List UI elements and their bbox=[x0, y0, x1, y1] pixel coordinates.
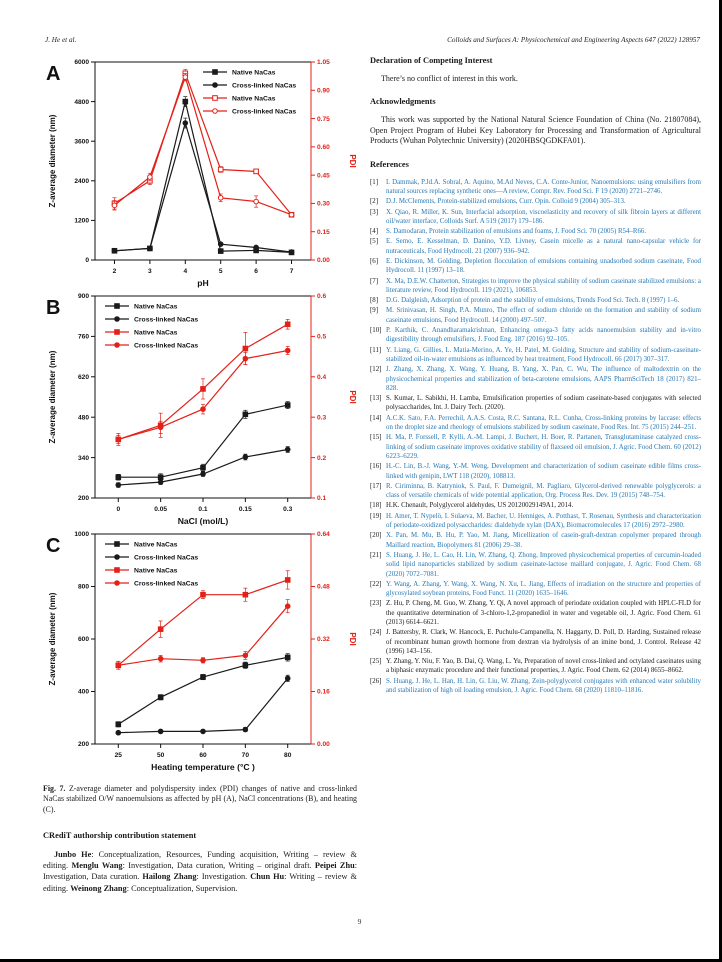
reference-number: [26] bbox=[370, 677, 382, 685]
svg-text:0.1: 0.1 bbox=[317, 495, 327, 503]
reference-number: [9] bbox=[370, 307, 379, 315]
reference-text: S. Kumar, L. Sabikhi, H. Lamba, Emulsification properties of sodium caseinate-based conjugates with selected polysaccharides, Int. J. Dairy Tech. (2020). bbox=[386, 395, 701, 412]
reference-item[interactable] bbox=[370, 551, 701, 579]
reference-number: [23] bbox=[370, 600, 382, 608]
reference-number: [11] bbox=[370, 346, 382, 354]
reference-number: [25] bbox=[370, 658, 382, 666]
running-author: J. He et al. bbox=[45, 36, 77, 44]
svg-text:0: 0 bbox=[116, 506, 121, 513]
reference-number: [18] bbox=[370, 502, 382, 510]
svg-text:Cross-linked NaCas: Cross-linked NaCas bbox=[134, 554, 199, 562]
figure-caption-text: Z-average diameter and polydispersity index (PDI) changes of native and cross-linked NaCas stabilized O/W nanoemulsions as affected by pH (A), NaCl concentrations (B), and heating (C). bbox=[43, 784, 358, 814]
svg-text:0.15: 0.15 bbox=[238, 506, 252, 513]
reference-item[interactable] bbox=[370, 178, 701, 197]
svg-text:0.2: 0.2 bbox=[317, 454, 327, 462]
svg-text:Z-average diameter (nm): Z-average diameter (nm) bbox=[48, 114, 57, 208]
reference-item[interactable] bbox=[370, 346, 701, 365]
reference-text: J. Battersby, R. Clark, W. Hancock, E. Puchulu-Campanella, N. Haggarty, D. Poll, D. Harding, Sustained release of recombinant human growth hormone from dextran via hydrolysis of an imine bond, J. Control. Release 42 (1996) 143–156. bbox=[386, 629, 701, 655]
svg-text:1.05: 1.05 bbox=[317, 59, 330, 67]
chart-panel-c bbox=[43, 528, 357, 774]
credit-author-name: Peipei Zhu bbox=[314, 861, 355, 871]
reference-item[interactable] bbox=[370, 414, 701, 433]
reference-number: [5] bbox=[370, 238, 379, 246]
reference-text[interactable]: X. Pan, M. Mu, B. Hu, P. Yao, M. Jiang, Micellization of casein-graft-dextran copolymer prepared through Maillard reaction, Biopolymers 81 (2006) 29–38. bbox=[386, 532, 701, 549]
reference-text[interactable]: J. Zhang, X. Zhang, X. Wang, Y. Huang, B. Yang, X. Pan, C. Wu, The influence of maltodextrin on the physicochemical properties and stabilization of beta-carotene emulsions, AAPS PharmSciTech 18 (2017) 821–828. bbox=[386, 366, 701, 392]
svg-text:0.05: 0.05 bbox=[154, 506, 168, 513]
svg-text:0: 0 bbox=[85, 257, 89, 265]
svg-text:Z-average diameter (nm): Z-average diameter (nm) bbox=[48, 350, 57, 444]
svg-text:Heating temperature (°C ): Heating temperature (°C ) bbox=[151, 762, 255, 772]
reference-item bbox=[370, 394, 701, 413]
page-number: 9 bbox=[357, 917, 362, 926]
reference-text[interactable]: S. Huang, J. He, L. Cao, H. Lin, W. Zhang, Q. Zhong, Improved physicochemical properties of curcumin-loaded solid lipid nanoparticles stabilized by sodium caseinate-lactose maillard conjugate, J. Agric. Food Chem. 68 (2020) 7072–7081. bbox=[386, 551, 701, 578]
reference-text[interactable]: P. Karthik, C. Anandharamakrishnan, Enhancing omega-3 fatty acids nanoemulsion stability and in-vitro digestibility through emulsifiers, J. Food Eng. 187 (2016) 92–105. bbox=[386, 327, 701, 344]
svg-text:400: 400 bbox=[77, 688, 89, 696]
svg-text:Native NaCas: Native NaCas bbox=[134, 303, 178, 311]
references-heading: References bbox=[370, 159, 409, 169]
svg-text:0.30: 0.30 bbox=[317, 200, 330, 208]
credit-author-name: Hailong Zhang bbox=[142, 872, 197, 882]
reference-number: [16] bbox=[370, 463, 382, 471]
svg-text:1200: 1200 bbox=[74, 217, 89, 225]
reference-number: [3] bbox=[370, 208, 379, 216]
reference-text[interactable]: Y. Liang, G. Gillies, L. Matia-Merino, A. Ye, H. Patel, M. Golding, Structure and stability of sodium-caseinate-stabilized oil-in-water emulsions as influenced by heat treatment, Food Hydrocoll. 66 (2017) 307–317. bbox=[386, 346, 701, 363]
reference-text[interactable]: S. Huang, J. He, L. Han, H. Lin, G. Liu, W. Zhang, Zein-polyglycerol conjugates with enhanced water solubility and stabilization of high oil loading emulsion, J. Agric. Food Chem. 68 (2020) 11810–11816. bbox=[386, 677, 701, 695]
reference-item bbox=[370, 628, 701, 656]
reference-text[interactable]: E. Semo, E. Kesselman, D. Danino, Y.D. Livney, Casein micelle as a natural nano-capsular vehicle for nutraceuticals, Food Hydrocoll. 21 (2007) 936–942. bbox=[386, 238, 701, 255]
reference-number: [20] bbox=[370, 532, 382, 540]
declaration-text: There’s no conflict of interest in this work. bbox=[381, 74, 518, 83]
reference-item[interactable] bbox=[370, 531, 701, 550]
reference-number: [22] bbox=[370, 580, 382, 588]
svg-text:Z-average diameter (nm): Z-average diameter (nm) bbox=[48, 592, 57, 686]
reference-text: H.K. Chenault, Polyglycerol aldehydes, US 20120029149A1, 2014. bbox=[386, 502, 574, 510]
credit-statement: Junbo He: Conceptualization, Resources, Funding acquisition, Writing – review & editing. Menglu Wang: Investigation, Data curation, Writing – original draft. Peipei Zhu: Investigation, Data curation. Hailong Zhang: Investigation. Chun Hu: Writing – review & editing. Weinong Zhang: Conceptualization, Supervision. bbox=[43, 849, 357, 893]
svg-text:Cross-linked NaCas: Cross-linked NaCas bbox=[134, 316, 199, 324]
reference-text[interactable]: H.-C. Lin, B.-J. Wang, Y.-M. Weng, Development and characterization of sodium caseinate edible films cross-linked with genipin, LWT 118 (2020), 108813. bbox=[386, 463, 701, 480]
right-column bbox=[370, 56, 701, 696]
svg-text:0.90: 0.90 bbox=[317, 87, 330, 95]
svg-text:PDI: PDI bbox=[348, 632, 357, 646]
svg-text:Native NaCas: Native NaCas bbox=[134, 329, 178, 337]
reference-item[interactable] bbox=[370, 306, 701, 325]
reference-item[interactable] bbox=[370, 208, 701, 227]
svg-text:7: 7 bbox=[289, 268, 294, 275]
svg-text:60: 60 bbox=[199, 752, 207, 759]
reference-item[interactable] bbox=[370, 277, 701, 296]
reference-item bbox=[370, 599, 701, 627]
reference-text[interactable]: H. Amer, T. Nypelö, I. Sulaeva, M. Bacher, U. Henniges, A. Potthast, T. Rosenau, Synthesis and characterization of periodate-oxidized polysaccharides: dialdehyde xylan (DAX), Biomacromolecules 17 (2016) 2972–2980. bbox=[386, 512, 701, 530]
svg-text:6: 6 bbox=[254, 268, 258, 275]
reference-item[interactable] bbox=[370, 296, 701, 305]
svg-text:Native NaCas: Native NaCas bbox=[232, 95, 276, 103]
svg-text:4: 4 bbox=[183, 268, 188, 275]
reference-text[interactable]: X. Ma, D.E.W. Chatterton, Strategies to improve the physical stability of sodium caseinate stabilized emulsions: a literature review, Food Hydrocoll. 119 (2021), 106853. bbox=[386, 277, 701, 294]
svg-text:Native NaCas: Native NaCas bbox=[134, 541, 178, 549]
reference-number: [17] bbox=[370, 482, 382, 490]
svg-text:2400: 2400 bbox=[74, 178, 89, 185]
svg-text:Cross-linked NaCas: Cross-linked NaCas bbox=[134, 580, 199, 588]
reference-text[interactable]: S. Damodaran, Protein stabilization of emulsions and foams, J. Food Sci. 70 (2005) R54–R66. bbox=[386, 228, 647, 236]
credit-heading: CRediT authorship contribution statement bbox=[43, 830, 197, 840]
reference-number: [10] bbox=[370, 327, 382, 335]
svg-text:3: 3 bbox=[148, 268, 152, 275]
svg-text:200: 200 bbox=[77, 495, 89, 503]
svg-text:200: 200 bbox=[77, 741, 89, 749]
svg-text:0.48: 0.48 bbox=[317, 583, 330, 591]
svg-text:70: 70 bbox=[241, 752, 250, 759]
reference-text[interactable]: I. Dammak, P.Jd.A. Sobral, A. Aquino, M.Ad Neves, C.A. Conte-Junior, Nanoemulsions: using emulsifiers from natural sources replacing synthetic ones—A review, Compr. Rev. Food Sci. F 19 (2020) 2721–2746. bbox=[386, 178, 701, 195]
reference-item[interactable] bbox=[370, 482, 701, 501]
svg-text:Native NaCas: Native NaCas bbox=[232, 69, 276, 77]
reference-item[interactable] bbox=[370, 197, 701, 206]
reference-text[interactable]: R. Ciriminna, B. Katryniok, S. Paul, F. Dumeignil, M. Pagliaro, Glycerol-derived renewable polyglycerols: a class of versatile chemicals of wide potential application, Org. Process Res. Dev. 19 (2015) 748–754. bbox=[386, 482, 701, 500]
reference-text[interactable]: Y. Wang, A. Zhang, Y. Wang, X. Wang, N. Xu, L. Jiang, Effects of irradiation on the structure and properties of glycosylated soybean proteins, Food Funct. 11 (2020) 1635–1646. bbox=[386, 580, 701, 598]
svg-text:0.00: 0.00 bbox=[317, 257, 330, 265]
svg-text:4800: 4800 bbox=[74, 98, 89, 106]
acknowledgments-heading: Acknowledgments bbox=[370, 97, 436, 107]
svg-text:0.5: 0.5 bbox=[317, 333, 327, 341]
reference-number: [8] bbox=[370, 297, 379, 305]
reference-text[interactable]: H. Ma, P. Forssell, P. Kylli, A.-M. Lampi, J. Buchert, H. Boer, R. Partanen, Transglutaminase catalyzed cross-linking of sodium caseinate improves oxidative stability of flaxseed oil emulsion, J. Agric. Food Chem. 60 (2012) 6223–6229. bbox=[386, 434, 701, 460]
chart-panel-a bbox=[43, 56, 357, 290]
svg-text:0.00: 0.00 bbox=[317, 741, 330, 749]
svg-text:80: 80 bbox=[284, 752, 292, 759]
reference-item[interactable] bbox=[370, 433, 701, 461]
reference-item[interactable] bbox=[370, 462, 701, 481]
svg-text:800: 800 bbox=[77, 583, 89, 591]
svg-text:A: A bbox=[46, 63, 61, 85]
figure-7 bbox=[43, 56, 357, 815]
left-column bbox=[43, 56, 357, 894]
reference-number: [24] bbox=[370, 629, 382, 637]
reference-number: [6] bbox=[370, 258, 379, 265]
running-header bbox=[45, 36, 700, 44]
chart-panel-b bbox=[43, 290, 357, 528]
svg-text:340: 340 bbox=[77, 454, 89, 462]
reference-text: Z. Hu, P. Cheng, M. Guo, W. Zhang, Y. Qi, A novel approach of periodate oxidation coupled with HPLC-FLD for the quantitative determination of 3-chloro-1,2-propanediol in water and vegetable oil, J. Agric. Food Chem. 61 (2013) 6614–6621. bbox=[386, 600, 701, 626]
reference-number: [4] bbox=[370, 228, 379, 236]
reference-list bbox=[370, 178, 701, 696]
reference-number: [13] bbox=[370, 395, 382, 403]
svg-text:2: 2 bbox=[112, 268, 117, 275]
svg-text:0.6: 0.6 bbox=[317, 293, 327, 301]
reference-item[interactable] bbox=[370, 227, 701, 236]
reference-item[interactable] bbox=[370, 257, 701, 276]
reference-item[interactable] bbox=[370, 677, 701, 696]
figure-caption-label: Fig. 7. bbox=[43, 784, 66, 793]
svg-text:600: 600 bbox=[77, 636, 89, 644]
svg-text:5: 5 bbox=[218, 268, 223, 275]
svg-text:0.75: 0.75 bbox=[317, 115, 330, 123]
reference-number: [12] bbox=[370, 366, 382, 374]
reference-number: [14] bbox=[370, 414, 382, 422]
figure-caption bbox=[43, 784, 357, 815]
svg-text:1000: 1000 bbox=[74, 531, 89, 539]
reference-item bbox=[370, 501, 701, 510]
reference-text[interactable]: A.C.K. Sato, F.A. Perrechil, A.A.S. Costa, R.C. Santana, R.L. Cunha, Cross-linking proteins by laccase: effects on the droplet size and rheology of emulsions stabilized by sodium caseinate, Food Res. Int. 75 (2015) 244–251. bbox=[386, 414, 701, 432]
svg-text:Cross-linked NaCas: Cross-linked NaCas bbox=[232, 82, 297, 90]
svg-text:0.1: 0.1 bbox=[198, 506, 208, 513]
svg-text:Cross-linked NaCas: Cross-linked NaCas bbox=[232, 108, 297, 116]
svg-text:25: 25 bbox=[114, 752, 122, 759]
reference-text[interactable]: E. Dickinson, M. Golding, Depletion flocculation of emulsions containing unadsorbed sodium caseinate, Food Hydrocoll. 11 (1997) 13–18. bbox=[386, 258, 701, 275]
reference-item[interactable] bbox=[370, 365, 701, 393]
reference-number: [2] bbox=[370, 198, 379, 206]
svg-text:B: B bbox=[46, 297, 61, 319]
svg-text:0.64: 0.64 bbox=[317, 531, 330, 539]
reference-item[interactable] bbox=[370, 237, 701, 256]
svg-text:6000: 6000 bbox=[74, 59, 89, 67]
svg-text:C: C bbox=[46, 535, 61, 557]
svg-text:0.60: 0.60 bbox=[317, 144, 330, 152]
reference-number: [21] bbox=[370, 551, 382, 559]
credit-author-name: Chun Hu bbox=[250, 872, 285, 882]
svg-text:0.4: 0.4 bbox=[317, 374, 327, 381]
credit-author-name: Junbo He bbox=[54, 849, 92, 859]
svg-text:Cross-linked NaCas: Cross-linked NaCas bbox=[134, 342, 199, 350]
credit-author-name: Menglu Wang bbox=[71, 861, 123, 871]
declaration-heading: Declaration of Competing Interest bbox=[370, 56, 493, 65]
acknowledgments-text: This work was supported by the National Natural Science Foundation of China (No. 21807084), Open Project Program of Hubei Key Laboratory for Processing and Transformation of Agricultural Products (Wuhan Polytechnic University) (2020HBSQGDKFA01). bbox=[370, 115, 701, 146]
reference-item[interactable] bbox=[370, 512, 701, 531]
reference-number: [7] bbox=[370, 277, 379, 285]
svg-text:50: 50 bbox=[156, 752, 165, 759]
reference-number: [15] bbox=[370, 434, 382, 442]
svg-text:620: 620 bbox=[77, 374, 89, 381]
svg-text:0.3: 0.3 bbox=[283, 506, 293, 513]
reference-item[interactable] bbox=[370, 580, 701, 599]
credit-author-name: Weinong Zhang bbox=[70, 883, 127, 893]
reference-text[interactable]: D.J. McClements, Protein-stabilized emulsions, Curr. Opin. Colloid 9 (2004) 305–313. bbox=[386, 198, 626, 206]
svg-text:PDI: PDI bbox=[348, 154, 357, 168]
svg-text:900: 900 bbox=[77, 293, 89, 301]
svg-text:480: 480 bbox=[77, 414, 89, 422]
svg-text:Native NaCas: Native NaCas bbox=[134, 567, 178, 575]
reference-number: [1] bbox=[370, 178, 379, 186]
svg-text:pH: pH bbox=[197, 278, 209, 288]
svg-text:NaCl (mol/L): NaCl (mol/L) bbox=[177, 516, 229, 526]
svg-text:0.32: 0.32 bbox=[317, 636, 330, 644]
reference-text: Y. Zhang, Y. Niu, F. Yao, B. Dai, Q. Wang, L. Yu, Preparation of novel cross-linked and octylated caseinates using a biphasic enzymatic procedure and their functional properties, J. Agric. Food Chem. 62 (2014) 8655–8662. bbox=[386, 658, 701, 675]
svg-text:PDI: PDI bbox=[348, 390, 357, 404]
reference-text[interactable]: M. Srinivasan, H. Singh, P.A. Munro, The effect of sodium chloride on the formation and stability of sodium caseinate emulsions, Food Hydrocoll. 14 (2000) 497–507. bbox=[386, 307, 701, 324]
running-journal: Colloids and Surfaces A: Physicochemical and Engineering Aspects 647 (2022) 128957 bbox=[447, 36, 700, 44]
reference-number: [19] bbox=[370, 512, 382, 520]
svg-text:3600: 3600 bbox=[74, 138, 89, 146]
svg-text:0.16: 0.16 bbox=[317, 688, 330, 696]
reference-item[interactable] bbox=[370, 326, 701, 345]
reference-text[interactable]: X. Qiao, R. Miller, K. Sun, Interfacial adsorption, viscoelasticity and recovery of silk fibroin layers at different oil/water interface, Colloids Surf. A 519 (2017) 179–186. bbox=[386, 208, 701, 225]
reference-text[interactable]: D.G. Dalgleish, Adsorption of protein and the stability of emulsions, Trends Food Sci. Tech. 8 (1997) 1–6. bbox=[386, 297, 680, 305]
reference-item bbox=[370, 657, 701, 676]
svg-text:0.45: 0.45 bbox=[317, 172, 330, 180]
svg-text:0.15: 0.15 bbox=[317, 228, 330, 236]
svg-text:760: 760 bbox=[77, 333, 89, 341]
svg-text:0.3: 0.3 bbox=[317, 414, 327, 422]
